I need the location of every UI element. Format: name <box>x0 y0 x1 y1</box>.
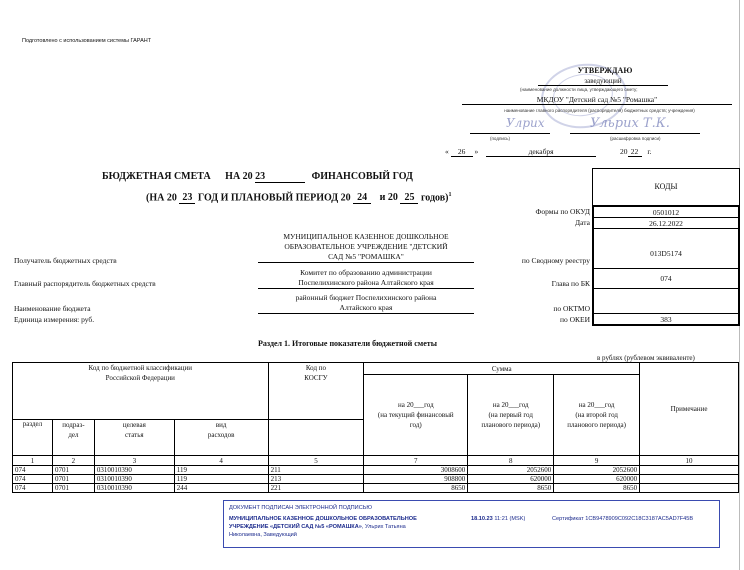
col-num: 10 <box>640 456 739 466</box>
cell-sum1: 8650 <box>364 484 468 493</box>
cell-sum3: 2052600 <box>554 466 640 475</box>
esig-org2: УЧРЕЖДЕНИЕ «ДЕТСКИЙ САД №5 «РОМАШКА» <box>229 524 362 530</box>
recipient-value <box>258 232 474 263</box>
handwritten-signature: Улрих <box>506 116 545 130</box>
th-year1 <box>364 375 468 456</box>
cell-vid: 119 <box>174 466 268 475</box>
th-bk-line1: Код по бюджетной классификации <box>88 364 193 372</box>
cell-vid: 119 <box>174 475 268 484</box>
cell-razdel: 074 <box>13 484 53 493</box>
col-num: 2 <box>52 456 94 466</box>
cell-razdel: 074 <box>13 475 53 484</box>
doc-title-line2 <box>146 192 451 204</box>
code-okud: 0501012 <box>593 206 739 218</box>
main-distributor-value <box>258 268 474 289</box>
th-kosgu-line1: Код по <box>305 364 327 372</box>
th-vid <box>174 420 268 456</box>
esig-datetime <box>471 516 525 522</box>
code-bk: 074 <box>593 269 739 289</box>
okei-label: по ОКЕИ <box>559 315 590 324</box>
main-line2: Поспелихинского района Алтайского края <box>258 278 474 289</box>
col-num: 3 <box>94 456 174 466</box>
approve-year: 22 <box>628 147 642 157</box>
th-razdel: раздел <box>13 420 53 456</box>
th-year3-a: на 20___год <box>578 401 615 409</box>
cell-cel: 0310010390 <box>94 484 174 493</box>
th-year1-c: год) <box>409 421 422 429</box>
th-bk <box>13 363 269 420</box>
cell-razdel: 074 <box>13 466 53 475</box>
esig-signer: , Ульрих Татьяна <box>361 524 406 530</box>
title-on: НА 20 <box>225 171 253 182</box>
cell-vid: 244 <box>174 484 268 493</box>
th-year3-b: (на второй год <box>575 411 618 419</box>
recipient-line3: САД №5 "РОМАШКА" <box>258 252 474 263</box>
th-year1-a: на 20___год <box>397 401 434 409</box>
electronic-signature-box <box>223 500 720 548</box>
codes-header-box <box>592 168 740 205</box>
approve-org-hint: наименование главного распорядителя (распорядителя) бюджетных средств; учреждения) <box>504 108 695 113</box>
table-row <box>13 484 739 493</box>
col-num: 4 <box>174 456 268 466</box>
title2-a: (НА 20 <box>146 192 177 204</box>
esig-cert: Сертификат 1CB9478909C092C18C3187AC5AD7F45B <box>552 516 694 522</box>
column-numbers-row <box>13 456 739 466</box>
title2-c: и 20 <box>379 192 398 204</box>
cell-sum2: 620000 <box>468 475 554 484</box>
th-cel-a: целевая <box>122 421 146 429</box>
footnote-mark: 1 <box>448 192 452 198</box>
approve-date <box>445 147 651 157</box>
cell-sum1: 908800 <box>364 475 468 484</box>
th-note: Примечание <box>640 363 739 456</box>
section-title: Раздел 1. Итоговые показатели бюджетной сметы <box>258 339 437 348</box>
cell-sum3: 620000 <box>554 475 640 484</box>
quote-close: » <box>474 147 479 156</box>
currency-note: в рублях (рублевом эквиваленте) <box>597 354 695 362</box>
th-vid-b: расходов <box>207 431 235 439</box>
doc-title-line1 <box>102 171 413 183</box>
col-num: 9 <box>554 456 640 466</box>
title2-y3: 25 <box>400 192 418 204</box>
th-podrazdel-a: подраз- <box>62 421 85 429</box>
budget-label: Наименование бюджета <box>14 304 91 313</box>
cell-sum3: 8650 <box>554 484 640 493</box>
th-kosgu <box>268 363 364 420</box>
esig-org2-line <box>229 524 406 530</box>
approve-day: 26 <box>451 147 473 157</box>
cell-cel: 0310010390 <box>94 466 174 475</box>
approve-year-prefix: 20 <box>620 147 628 156</box>
budget-value <box>258 293 474 314</box>
title-budget-estimate: БЮДЖЕТНАЯ СМЕТА <box>102 171 211 182</box>
cell-kosgu: 211 <box>268 466 364 475</box>
th-bk-line2: Российской Федерации <box>105 374 175 382</box>
col-num: 1 <box>13 456 53 466</box>
codes-header: КОДЫ <box>654 182 678 191</box>
col-num: 7 <box>364 456 468 466</box>
table-row <box>13 466 739 475</box>
th-year2-a: на 20___год <box>492 401 529 409</box>
col-num: 8 <box>468 456 554 466</box>
code-oktmo <box>593 289 739 314</box>
codes-table <box>592 205 740 326</box>
esig-date: 18.10.23 <box>471 516 493 522</box>
th-year3-c: планового периода) <box>567 421 626 429</box>
th-year3 <box>554 375 640 456</box>
title-year: 23 <box>255 171 305 183</box>
cell-podrazdel: 0701 <box>52 475 94 484</box>
cell-sum2: 2052600 <box>468 466 554 475</box>
th-year2 <box>468 375 554 456</box>
th-vid-a: вид <box>215 421 227 429</box>
signature-line <box>470 116 550 134</box>
recipient-line1: МУНИЦИПАЛЬНОЕ КАЗЕННОЕ ДОШКОЛЬНОЕ <box>283 232 449 241</box>
bk-label: Глава по БК <box>551 279 590 288</box>
code-date: 26.12.2022 <box>593 218 739 229</box>
cell-kosgu: 213 <box>268 475 364 484</box>
th-podrazdel <box>52 420 94 456</box>
budget-line1: районный бюджет Поспелихинского района <box>295 293 437 302</box>
title2-y2: 24 <box>353 192 371 204</box>
approve-title: УТВЕРЖДАЮ <box>577 66 633 75</box>
th-kosgu-line2: КОСГУ <box>304 374 328 382</box>
name-hint: (расшифровка подписи) <box>610 136 661 141</box>
reestr-label: по Сводному реестру <box>521 256 590 265</box>
title-fin-year: ФИНАНСОВЫЙ ГОД <box>311 171 413 182</box>
table-row <box>13 475 739 484</box>
cell-sum2: 8650 <box>468 484 554 493</box>
cell-cel: 0310010390 <box>94 475 174 484</box>
budget-line2: Алтайского края <box>258 303 474 314</box>
cell-note <box>640 466 739 475</box>
approve-year-suffix: г. <box>647 147 652 156</box>
th-podrazdel-b: дел <box>68 431 79 439</box>
recipient-label: Получатель бюджетных средств <box>14 256 117 265</box>
th-year2-b: (на первый год <box>488 411 533 419</box>
esig-org1: МУНИЦИПАЛЬНОЕ КАЗЕННОЕ ДОШКОЛЬНОЕ ОБРАЗОВАТЕЛЬНОЕ <box>229 516 417 522</box>
handwritten-name: Ульрих Т.К. <box>590 116 670 131</box>
signature-name-line <box>570 116 700 134</box>
cell-podrazdel: 0701 <box>52 484 94 493</box>
quote-open: « <box>445 147 449 156</box>
title2-year: 23 <box>179 192 195 204</box>
sign-hint: (подпись) <box>490 136 511 141</box>
cell-podrazdel: 0701 <box>52 466 94 475</box>
okud-label: Формы по ОКУД <box>535 207 590 216</box>
th-year2-c: планового периода) <box>481 421 541 429</box>
title2-b: ГОД И ПЛАНОВЫЙ ПЕРИОД 20 <box>197 192 351 204</box>
oktmo-label: по ОКТМО <box>553 304 590 313</box>
recipient-line2: ОБРАЗОВАТЕЛЬНОЕ УЧРЕЖДЕНИЕ "ДЕТСКИЙ <box>284 242 448 251</box>
th-kosgu-empty <box>268 420 364 456</box>
th-cel <box>94 420 174 456</box>
th-cel-b: статья <box>125 431 144 439</box>
esig-title: ДОКУМЕНТ ПОДПИСАН ЭЛЕКТРОННОЙ ПОДПИСЬЮ <box>229 505 373 511</box>
approve-org: МКДОУ "Детский сад №5 "Ромашка" <box>462 95 732 105</box>
title2-d: годов) <box>420 192 449 204</box>
code-reestr: 013D5174 <box>593 229 739 269</box>
esig-time: 11:21 (MSK) <box>494 516 526 522</box>
code-okei: 383 <box>593 314 739 326</box>
main-distributor-label: Главный распорядитель бюджетных средств <box>14 279 156 288</box>
estimate-table <box>12 362 739 493</box>
approve-position: заведующий <box>538 77 668 86</box>
garant-note: Подготовлено с использованием системы ГАРАНТ <box>22 38 152 44</box>
cell-note <box>640 484 739 493</box>
cell-note <box>640 475 739 484</box>
date-label: Дата <box>575 218 590 227</box>
cell-sum1: 3008600 <box>364 466 468 475</box>
approve-month: декабря <box>486 147 596 157</box>
cell-kosgu: 221 <box>268 484 364 493</box>
esig-signer-line: Николаевна, Заведующий <box>229 532 297 538</box>
unit-label: Единица измерения: руб. <box>14 315 95 324</box>
main-line1: Комитет по образованию администрации <box>300 268 432 277</box>
th-sum: Сумма <box>364 363 640 375</box>
col-num: 5 <box>268 456 364 466</box>
th-year1-b: (на текущий финансовый <box>377 411 454 419</box>
approve-position-hint: (наименование должности лица, утверждающего смету; <box>520 87 638 92</box>
